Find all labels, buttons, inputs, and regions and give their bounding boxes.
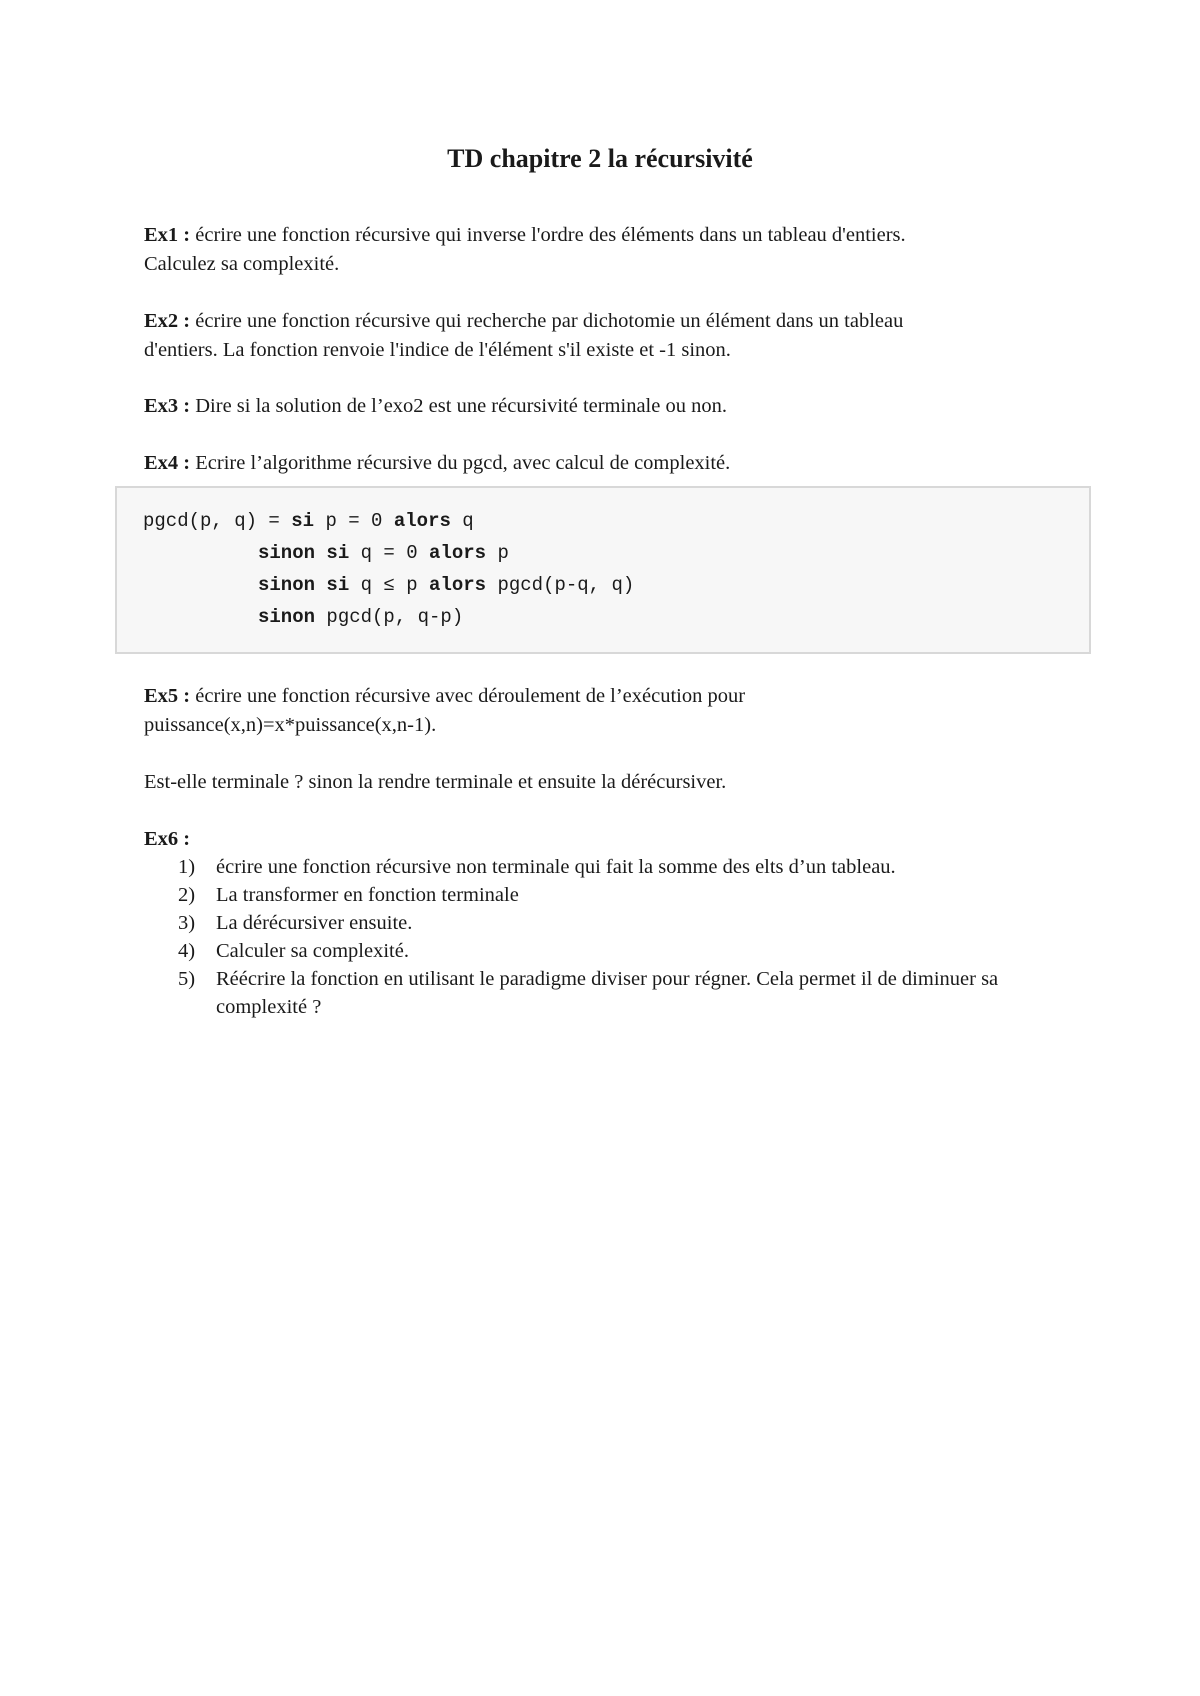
code-text: q bbox=[450, 510, 474, 532]
exercise-2-text-2: d'entiers. La fonction renvoie l'indice de l'élément s'il existe et -1 sinon. bbox=[144, 339, 731, 361]
exercise-6-label: Ex6 : bbox=[144, 828, 191, 850]
exercise-5 bbox=[144, 682, 1074, 740]
list-item-number: 2) bbox=[178, 884, 196, 906]
exercise-5-question: Est-elle terminale ? sinon la rendre terminale et ensuite la dérécursiver. bbox=[144, 771, 727, 793]
code-keyword: alors bbox=[429, 542, 487, 564]
exercise-1-label: Ex1 : bbox=[144, 224, 191, 246]
page-title: TD chapitre 2 la récursivité bbox=[447, 144, 753, 173]
code-text: p bbox=[486, 542, 509, 564]
code-keyword: si bbox=[291, 510, 315, 532]
list-item bbox=[178, 881, 1068, 909]
code-text: pgcd(p-q, q) bbox=[486, 574, 635, 596]
code-keyword: alors bbox=[393, 510, 451, 532]
code-keyword: alors bbox=[429, 574, 487, 596]
exercise-5-label: Ex5 : bbox=[144, 685, 191, 707]
exercise-5-text: écrire une fonction récursive avec déroulement de l’exécution pour bbox=[190, 685, 746, 707]
exercise-6 bbox=[144, 825, 1074, 854]
list-item-text: écrire une fonction récursive non terminale qui fait la somme des elts d’un tableau. bbox=[216, 856, 896, 878]
exercise-2-label: Ex2 : bbox=[144, 310, 191, 332]
code-keyword: sinon si bbox=[258, 574, 350, 596]
exercise-2 bbox=[144, 307, 1074, 365]
code-line-3 bbox=[258, 573, 634, 597]
exercise-4-label: Ex4 : bbox=[144, 452, 191, 474]
list-item bbox=[178, 909, 1068, 937]
list-item-text: Réécrire la fonction en utilisant le paradigme diviser pour régner. Cela permet il de diminuer sa complexité ? bbox=[216, 968, 999, 1018]
exercise-1-text-2: Calculez sa complexité. bbox=[144, 253, 340, 275]
list-item-text: Calculer sa complexité. bbox=[216, 940, 409, 962]
code-text: pgcd(p, q-p) bbox=[315, 606, 464, 628]
code-line-1 bbox=[143, 509, 474, 533]
exercise-3-text: Dire si la solution de l’exo2 est une récursivité terminale ou non. bbox=[190, 395, 727, 417]
code-block bbox=[115, 486, 1091, 654]
list-item-number: 3) bbox=[178, 912, 196, 934]
exercise-3 bbox=[144, 392, 1074, 421]
list-item-number: 5) bbox=[178, 968, 196, 990]
code-keyword: sinon si bbox=[258, 542, 350, 564]
list-item bbox=[178, 965, 1068, 1021]
list-item bbox=[178, 853, 1068, 881]
list-item-number: 4) bbox=[178, 940, 196, 962]
list-item-text: La dérécursiver ensuite. bbox=[216, 912, 413, 934]
exercise-2-text: écrire une fonction récursive qui recherche par dichotomie un élément dans un tableau bbox=[190, 310, 904, 332]
exercise-1-text: écrire une fonction récursive qui inverse l'ordre des éléments dans un tableau d'entiers. bbox=[190, 224, 906, 246]
code-text: q ≤ p bbox=[349, 574, 430, 596]
exercise-1 bbox=[144, 221, 1074, 279]
code-keyword: sinon bbox=[258, 606, 316, 628]
exercise-4-text: Ecrire l’algorithme récursive du pgcd, avec calcul de complexité. bbox=[190, 452, 731, 474]
exercise-3-label: Ex3 : bbox=[144, 395, 191, 417]
code-text: pgcd(p, q) = bbox=[143, 510, 292, 532]
list-item-text: La transformer en fonction terminale bbox=[216, 884, 519, 906]
list-item-number: 1) bbox=[178, 856, 196, 878]
code-line-4 bbox=[258, 605, 463, 629]
list-item bbox=[178, 937, 1068, 965]
code-line-2 bbox=[258, 541, 509, 565]
exercise-4 bbox=[144, 449, 1074, 478]
exercise-6-list bbox=[178, 853, 1068, 1021]
code-text: p = 0 bbox=[314, 510, 394, 532]
exercise-5-text-2: puissance(x,n)=x*puissance(x,n-1). bbox=[144, 714, 437, 736]
code-text: q = 0 bbox=[349, 542, 430, 564]
